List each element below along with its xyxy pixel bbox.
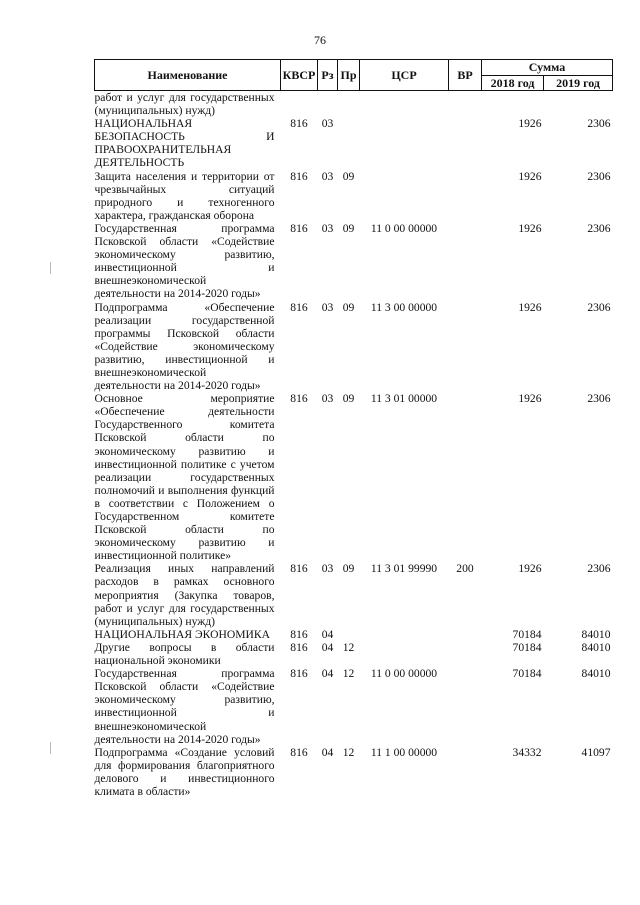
row-kvsr: 816	[290, 300, 308, 314]
row-sum-2018: 70184	[512, 640, 542, 654]
row-sum-2019: 2306	[587, 117, 611, 131]
row-sum-2018: 1926	[518, 562, 542, 576]
header-vr: ВР	[449, 60, 482, 91]
header-name: Наименование	[95, 60, 281, 91]
row-kvsr: 816	[290, 627, 308, 641]
table-row	[95, 392, 613, 562]
table-row	[95, 170, 613, 222]
row-sum-2019: 41097	[581, 745, 611, 759]
row-pr	[338, 117, 360, 169]
row-name: Основное мероприятие «Обеспечение деятельности Государственного комитета Псковской области по экономическому развитию и инвестиционной политике с учетом реализации государственных полномочий и выполнения функций в соответствии с Положением о Государственном комитете Псковской области по экономическому развитию и инвестиционной политике»	[94, 392, 275, 563]
row-pr: 12	[342, 745, 355, 759]
header-csr: ЦСР	[360, 60, 449, 91]
row-rz: 03	[321, 221, 334, 235]
row-vr	[449, 392, 482, 562]
table-row	[95, 117, 613, 169]
row-name: НАЦИОНАЛЬНАЯ ЭКОНОМИКА	[94, 627, 271, 641]
row-csr: 11 3 00 00000	[370, 300, 438, 314]
header-pr: Пр	[338, 60, 360, 91]
row-pr: 09	[342, 221, 355, 235]
row-sum-2019: 2306	[587, 169, 611, 183]
row-rz: 03	[321, 562, 334, 576]
row-csr: 11 3 01 99990	[370, 562, 438, 576]
row-rz: 04	[321, 667, 334, 681]
table-row	[95, 562, 613, 627]
table-row	[95, 628, 613, 641]
row-vr	[449, 641, 482, 667]
scan-margin-mark	[50, 742, 51, 754]
row-kvsr: 816	[290, 117, 308, 131]
row-sum-2018: 34332	[512, 745, 542, 759]
scan-margin-mark	[50, 262, 51, 274]
row-sum-2019: 84010	[581, 640, 611, 654]
row-kvsr: 816	[290, 562, 308, 576]
row-name: Государственная программа Псковской области «Содействие экономическому развитию, инвестиционной и внешнеэкономической деятельности на 2014-2020 годы»	[94, 221, 275, 301]
header-sum: Сумма	[482, 60, 613, 76]
header-year-2019: 2019 год	[544, 75, 613, 91]
row-kvsr: 816	[290, 169, 308, 183]
row-csr: 11 0 00 00000	[370, 221, 438, 235]
row-vr: 200	[456, 562, 474, 576]
row-pr: 09	[342, 169, 355, 183]
row-pr	[338, 628, 360, 641]
table-row	[95, 641, 613, 667]
row-vr	[449, 117, 482, 169]
row-sum-2018: 1926	[518, 169, 542, 183]
row-sum-2019: 2306	[587, 562, 611, 576]
row-kvsr: 816	[290, 221, 308, 235]
row-rz: 03	[321, 117, 334, 131]
row-name: Подпрограмма «Обеспечение реализации государственной программы Псковской области «Содействие экономическому развитию, инвестиционной и внешнеэкономической деятельности на 2014-2020 годы»	[94, 300, 275, 393]
row-kvsr: 816	[290, 392, 308, 406]
row-name: Государственная программа Псковской области «Содействие экономическому развитию, инвестиционной и внешнеэкономической деятельности на 2014-2020 годы»	[94, 667, 275, 746]
row-sum-2019: 84010	[581, 667, 611, 681]
page-number: 76	[314, 33, 326, 47]
table-row	[95, 222, 613, 301]
row-vr	[449, 667, 482, 746]
row-rz: 04	[321, 640, 334, 654]
row-sum-2018: 1926	[518, 392, 542, 406]
row-sum-2018: 70184	[512, 667, 542, 681]
row-sum-2019: 2306	[587, 392, 611, 406]
header-rz: Рз	[318, 60, 338, 91]
header-year-2018: 2018 год	[482, 75, 544, 91]
row-pr: 09	[342, 392, 355, 406]
table-row-continuation	[95, 91, 613, 118]
row-vr	[449, 301, 482, 393]
row-name: Подпрограмма «Создание условий для формирования благоприятного делового и инвестиционного климата в области»	[94, 745, 275, 798]
row-sum-2018: 70184	[512, 627, 542, 641]
row-pr: 09	[342, 300, 355, 314]
row-sum-2018: 1926	[518, 117, 542, 131]
row-vr	[449, 170, 482, 222]
row-sum-2019: 84010	[581, 627, 611, 641]
row-rz: 03	[321, 169, 334, 183]
row-sum-2019: 2306	[587, 300, 611, 314]
row-name: работ и услуг для государственных (муниципальных) нужд)	[94, 91, 275, 118]
row-pr: 09	[342, 562, 355, 576]
row-name: Другие вопросы в области национальной экономики	[94, 640, 275, 668]
row-name: НАЦИОНАЛЬНАЯ БЕЗОПАСНОСТЬ И ПРАВООХРАНИТЕЛЬНАЯ ДЕЯТЕЛЬНОСТЬ	[94, 117, 275, 170]
row-vr	[449, 222, 482, 301]
row-sum-2019: 2306	[587, 221, 611, 235]
row-vr	[449, 746, 482, 798]
row-sum-2018: 1926	[518, 221, 542, 235]
row-csr	[360, 170, 449, 222]
row-name: Реализация иных направлений расходов в рамках основного мероприятия (Закупка товаров, работ и услуг для государственных (муниципальных) нужд)	[94, 562, 275, 628]
row-name: Защита населения и территории от чрезвычайных ситуаций природного и техногенного характера, гражданская оборона	[94, 169, 275, 222]
row-pr: 12	[342, 640, 355, 654]
row-csr: 11 0 00 00000	[370, 667, 438, 681]
row-rz: 04	[321, 627, 334, 641]
header-kvsr: КВСР	[281, 60, 318, 91]
row-sum-2018: 1926	[518, 300, 542, 314]
row-rz: 04	[321, 745, 334, 759]
row-csr	[360, 117, 449, 169]
row-kvsr: 816	[290, 745, 308, 759]
row-csr: 11 3 01 00000	[370, 392, 438, 406]
table-row	[95, 301, 613, 393]
table-row	[95, 746, 613, 798]
budget-table	[94, 59, 613, 798]
row-csr	[360, 628, 449, 641]
row-rz: 03	[321, 300, 334, 314]
row-vr	[449, 628, 482, 641]
row-pr: 12	[342, 667, 355, 681]
row-csr	[360, 641, 449, 667]
row-rz: 03	[321, 392, 334, 406]
row-kvsr: 816	[290, 667, 308, 681]
table-row	[95, 667, 613, 746]
row-kvsr: 816	[290, 640, 308, 654]
row-csr: 11 1 00 00000	[370, 745, 438, 759]
